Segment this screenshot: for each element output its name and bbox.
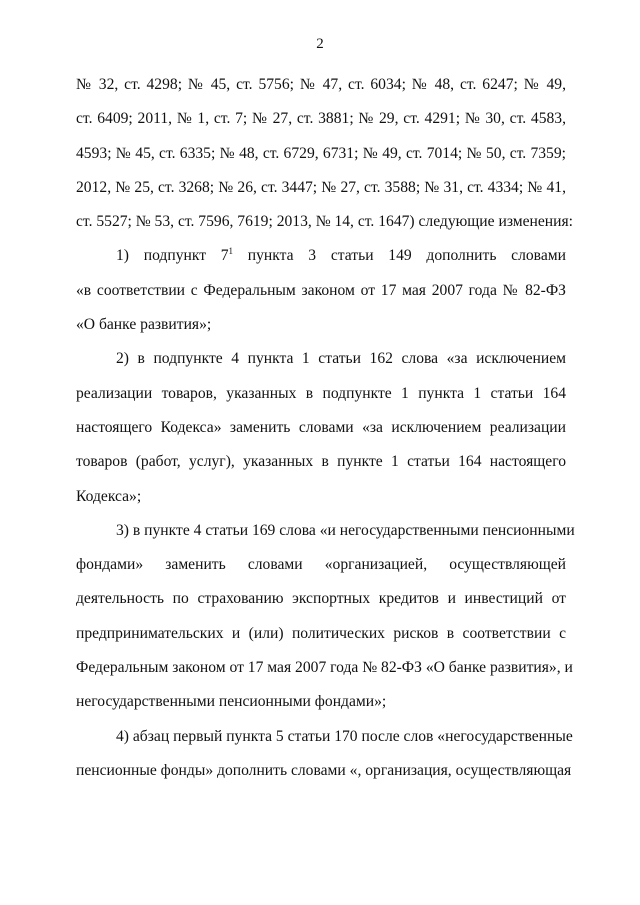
text-line: пенсионные фонды» дополнить словами «, организация, осуществляющая: [76, 761, 572, 779]
text-line: № 32, ст. 4298; № 45, ст. 5756; № 47, ст. 6034; № 48, ст. 6247; № 49,: [76, 76, 566, 93]
text-line: настоящего Кодекса» заменить словами «за исключением реализации: [76, 418, 566, 436]
text-line: 3) в пункте 4 статьи 169 слова «и негосударственными пенсионными: [116, 521, 575, 539]
text-line: фондами» заменить словами «организацией, осуществляющей: [76, 556, 566, 574]
item-1-lead: 1) подпункт 7: [116, 247, 229, 265]
text-line: предпринимательских и (или) политических рисков в соответствии с: [76, 624, 566, 642]
text-line: негосударственными пенсионными фондами»;: [76, 693, 387, 711]
text-line: ст. 5527; № 53, ст. 7596, 7619; 2013, № 14, ст. 1647) следующие изменения:: [76, 213, 574, 231]
text-line: ст. 6409; 2011, № 1, ст. 7; № 27, ст. 3881; № 29, ст. 4291; № 30, ст. 4583,: [76, 110, 566, 128]
document-body: [76, 68, 575, 788]
superscript: 1: [228, 246, 234, 257]
text-line: 2) в подпункте 4 пункта 1 статьи 162 слова «за исключением: [116, 350, 566, 368]
text-line: 4) абзац первый пункта 5 статьи 170 после слов «негосударственные: [116, 727, 573, 745]
page-number: 2: [316, 36, 324, 52]
text-line: товаров (работ, услуг), указанных в пункте 1 статьи 164 настоящего: [76, 453, 566, 471]
text-line: Федеральным законом от 17 мая 2007 года № 82-ФЗ «О банке развития», и: [76, 659, 573, 677]
text-line: «О банке развития»;: [76, 316, 212, 334]
text-line: деятельность по страхованию экспортных кредитов и инвестиций от: [76, 590, 566, 608]
text-line: 2012, № 25, ст. 3268; № 26, ст. 3447; № 27, ст. 3588; № 31, ст. 4334; № 41,: [76, 178, 566, 196]
text-line: Кодекса»;: [76, 487, 142, 505]
item-1-line-1: [76, 239, 566, 273]
text-line: реализации товаров, указанных в подпункте 1 пункта 1 статьи 164: [76, 384, 566, 402]
text-line: 4593; № 45, ст. 6335; № 48, ст. 6729, 6731; № 49, ст. 7014; № 50, ст. 7359;: [76, 144, 566, 162]
item-1-rest: пункта 3 статьи 149 дополнить словами: [247, 247, 566, 265]
text-line: «в соответствии с Федеральным законом от 17 мая 2007 года № 82-ФЗ: [76, 281, 566, 299]
